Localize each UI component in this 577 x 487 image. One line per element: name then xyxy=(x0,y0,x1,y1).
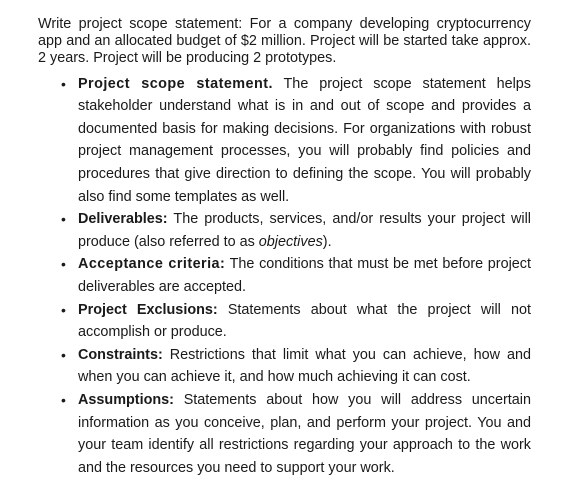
description-deliverables: The products, services, and/or results your project will produce (also referred to as xyxy=(78,211,531,250)
description-assumptions: Statements about how you will address uncertain information as you conceive, plan, and perform your project. You and your team identify all restrictions regarding your approach to the work and the resources you need to support your work. xyxy=(78,391,531,476)
list-item-assumptions xyxy=(61,389,531,479)
term-project-exclusions: Project Exclusions: xyxy=(78,301,218,318)
term-project-scope-statement: Project scope statement. xyxy=(78,75,273,92)
term-assumptions: Assumptions: xyxy=(78,391,174,408)
list-item-deliverables xyxy=(61,208,531,253)
bullet-icon: • xyxy=(61,75,66,92)
bullet-icon: • xyxy=(61,256,66,273)
bullet-icon: • xyxy=(61,301,66,318)
bullet-icon: • xyxy=(61,391,66,408)
italic-objectives: objectives xyxy=(258,233,323,250)
bullet-icon: • xyxy=(61,346,66,363)
scope-elements-list xyxy=(38,73,531,480)
list-item-project-scope-statement xyxy=(61,73,531,209)
description-constraints: Restrictions that limit what you can achieve, how and when you can achieve it, and how much achieving it can cost. xyxy=(78,346,531,386)
intro-paragraph: Write project scope statement: For a company developing cryptocurrency app and an allocated budget of $2 million. Project will be started take approx. 2 years. Project will be producing 2 prototypes. xyxy=(38,16,531,67)
list-item-project-exclusions xyxy=(61,299,532,344)
term-constraints: Constraints: xyxy=(78,346,163,363)
term-deliverables: Deliverables: xyxy=(78,211,168,228)
description-acceptance-criteria: The conditions that must be met before project deliverables are accepted. xyxy=(78,256,531,295)
list-item-constraints xyxy=(61,344,531,389)
term-acceptance-criteria: Acceptance criteria: xyxy=(78,256,226,273)
bullet-icon: • xyxy=(61,211,66,228)
description-project-scope-statement: The project scope statement helps stakeholder understand what is in and out of scope and provides a documented basis for making decisions. For organizations with robust project management processes, you will probably find policies and procedures that give direction to defining the scope. You will probably also find some templates as well. xyxy=(78,75,531,205)
list-item-acceptance-criteria xyxy=(61,253,531,298)
description-project-exclusions: Statements about what the project will not accomplish or produce. xyxy=(78,301,532,341)
description-deliverables-end: ). xyxy=(322,233,332,250)
